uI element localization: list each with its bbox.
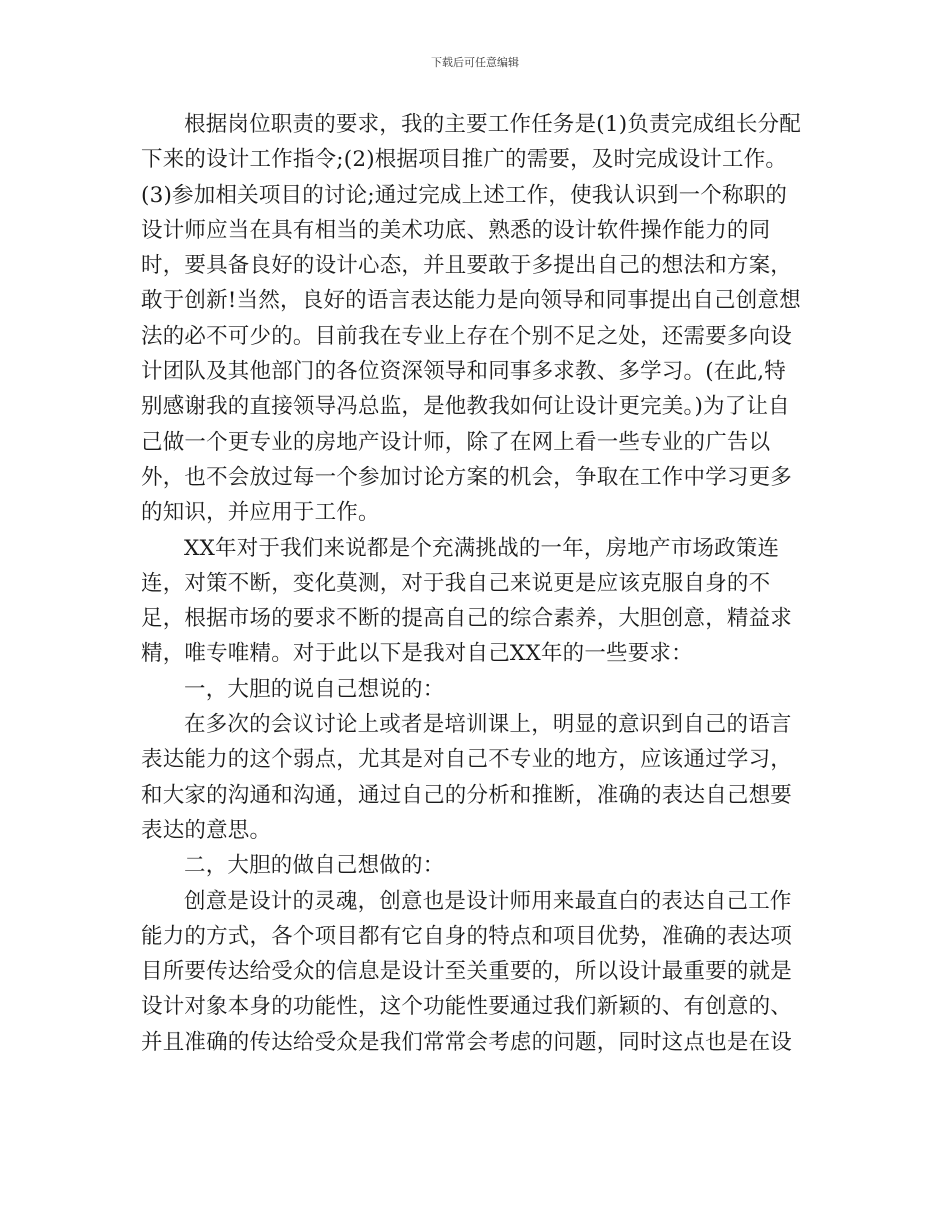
download-note: 下载后可任意编辑 bbox=[431, 56, 519, 69]
paragraph-speak-boldly: 在多次的会议讨论上或者是培训课上，明显的意识到自己的语言表达能力的这个弱点，尤其是对自己不专业的地方，应该通过学习，和大家的沟通和沟通，通过自己的分析和推断，准确的表达自己想要表达的意思。 bbox=[141, 712, 793, 843]
paragraph-job-duties: 根据岗位职责的要求，我的主要工作任务是(1)负责完成组长分配下来的设计工作指令;(2)根据项目推广的需要，及时完成设计工作。(3)参加相关项目的讨论;通过完成上述工作，使我认识到一个称职的设计师应当在具有相当的美术功底、熟悉的设计软件操作能力的同时，要具备良好的设计心态，并且要敢于多提出自己的想法和方案，敢于创新!当然，良好的语言表达能力是向领导和同事提出自己创意想法的必不可少的。目前我在专业上存在个别不足之处，还需要多向设计团队及其他部门的各位资深领导和同事多求教、多学习。(在此,特别感谢我的直接领导冯总监，是他教我如何让设计更完美。)为了让自己做一个更专业的房地产设计师，除了在网上看一些专业的广告以外，也不会放过每一个参加讨论方案的机会，争取在工作中学习更多的知识，并应用于工作。 bbox=[141, 112, 801, 526]
document-body bbox=[141, 107, 803, 1060]
paragraph-year-challenges: XX年对于我们来说都是个充满挑战的一年，房地产市场政策连连，对策不断，变化莫测，对于我自己来说更是应该克服自身的不足，根据市场的要求不断的提高自己的综合素养，大胆创意，精益求精，唯专唯精。对于此以下是我对自己XX年的一些要求： bbox=[141, 535, 793, 667]
heading-act-boldly: 二，大胆的做自己想做的： bbox=[184, 853, 445, 879]
heading-speak-boldly: 一，大胆的说自己想说的： bbox=[184, 676, 445, 702]
paragraph-creativity: 创意是设计的灵魂，创意也是设计师用来最直白的表达自己工作能力的方式，各个项目都有它自身的特点和项目优势，准确的表达项目所要传达给受众的信息是设计至关重要的，所以设计最重要的就是设计对象本身的功能性，这个功能性要通过我们新颖的、有创意的、并且准确的传达给受众是我们常常会考虑的问题，同时这点也是在设 bbox=[141, 888, 793, 1055]
